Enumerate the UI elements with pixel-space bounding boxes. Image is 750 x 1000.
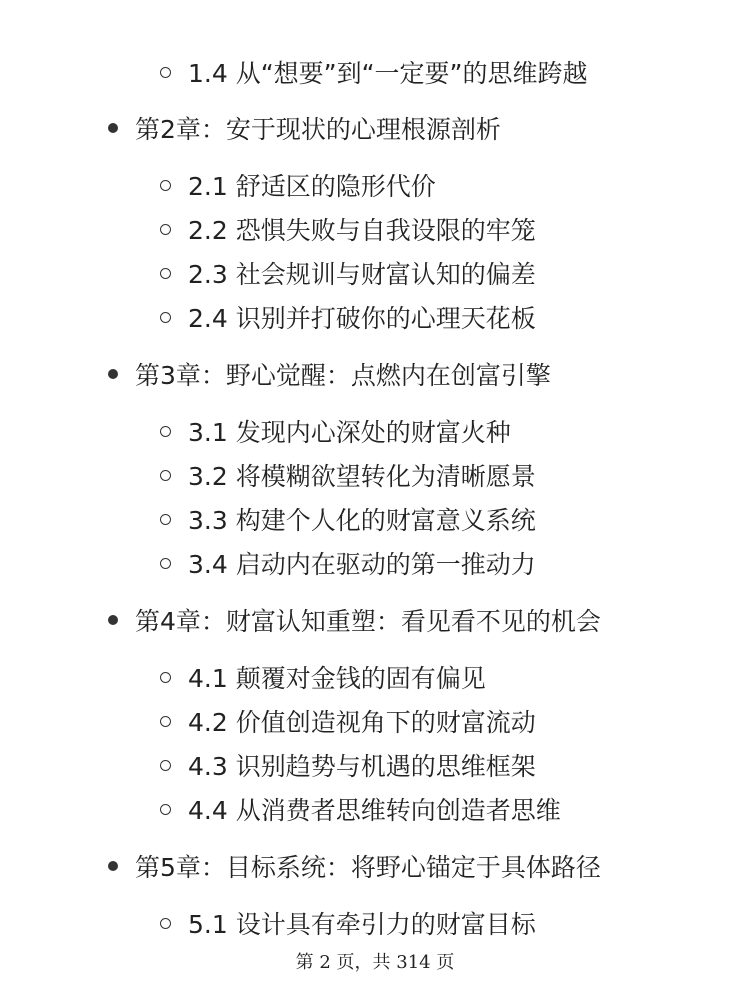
toc-chapter-text: 第5章：目标系统：将野心锚定于具体路径 [135,853,601,882]
hollow-bullet-icon [160,426,171,437]
toc-chapter-item [108,846,601,886]
hollow-bullet-icon [160,672,171,683]
toc-subsection-item [160,165,436,205]
toc-subsection-text: 4.1 颠覆对金钱的固有偏见 [188,664,486,693]
filled-bullet-icon [108,615,118,625]
toc-subsection-text: 4.4 从消费者思维转向创造者思维 [188,796,561,825]
hollow-bullet-icon [160,180,171,191]
toc-subsection-text: 2.1 舒适区的隐形代价 [188,172,436,201]
toc-subsection-item [160,455,536,495]
hollow-bullet-icon [160,312,171,323]
toc-subsection-text: 4.3 识别趋势与机遇的思维框架 [188,752,536,781]
toc-subsection-item [160,789,561,829]
hollow-bullet-icon [160,224,171,235]
toc-subsection-text: 3.1 发现内心深处的财富火种 [188,418,511,447]
toc-subsection-item [160,209,536,249]
toc-subsection-item [160,903,536,943]
hollow-bullet-icon [160,67,171,78]
toc-subsection-item [160,745,536,785]
toc-subsection-item [160,657,486,697]
hollow-bullet-icon [160,918,171,929]
toc-subsection-item [160,297,536,337]
hollow-bullet-icon [160,716,171,727]
toc-subsection-text: 3.4 启动内在驱动的第一推动力 [188,550,536,579]
hollow-bullet-icon [160,268,171,279]
toc-subsection-item [160,499,536,539]
toc-subsection-item [160,411,511,451]
hollow-bullet-icon [160,470,171,481]
toc-subsection-text: 2.4 识别并打破你的心理天花板 [188,304,536,333]
toc-subsection-text: 5.1 设计具有牵引力的财富目标 [188,910,536,939]
toc-subsection-text: 2.3 社会规训与财富认知的偏差 [188,260,536,289]
toc-chapter-text: 第2章：安于现状的心理根源剖析 [135,115,501,144]
toc-subsection-item [160,701,536,741]
toc-subsection-text: 2.2 恐惧失败与自我设限的牢笼 [188,216,536,245]
hollow-bullet-icon [160,760,171,771]
toc-subsection-text: 4.2 价值创造视角下的财富流动 [188,708,536,737]
toc-subsection-text: 3.2 将模糊欲望转化为清晰愿景 [188,462,536,491]
toc-chapter-item [108,354,551,394]
filled-bullet-icon [108,369,118,379]
toc-chapter-item [108,108,501,148]
toc-chapter-text: 第3章：野心觉醒：点燃内在创富引擎 [135,361,551,390]
filled-bullet-icon [108,861,118,871]
hollow-bullet-icon [160,514,171,525]
page-number-footer: 第 2 页，共 314 页 [295,952,455,973]
toc-subsection-item [160,52,588,92]
toc-subsection-item [160,543,536,583]
hollow-bullet-icon [160,558,171,569]
toc-chapter-item [108,600,601,640]
toc-subsection-text: 1.4 从“想要”到“一定要”的思维跨越 [188,59,588,88]
filled-bullet-icon [108,123,118,133]
toc-chapter-text: 第4章：财富认知重塑：看见看不见的机会 [135,607,601,636]
hollow-bullet-icon [160,804,171,815]
toc-subsection-text: 3.3 构建个人化的财富意义系统 [188,506,536,535]
toc-subsection-item [160,253,536,293]
